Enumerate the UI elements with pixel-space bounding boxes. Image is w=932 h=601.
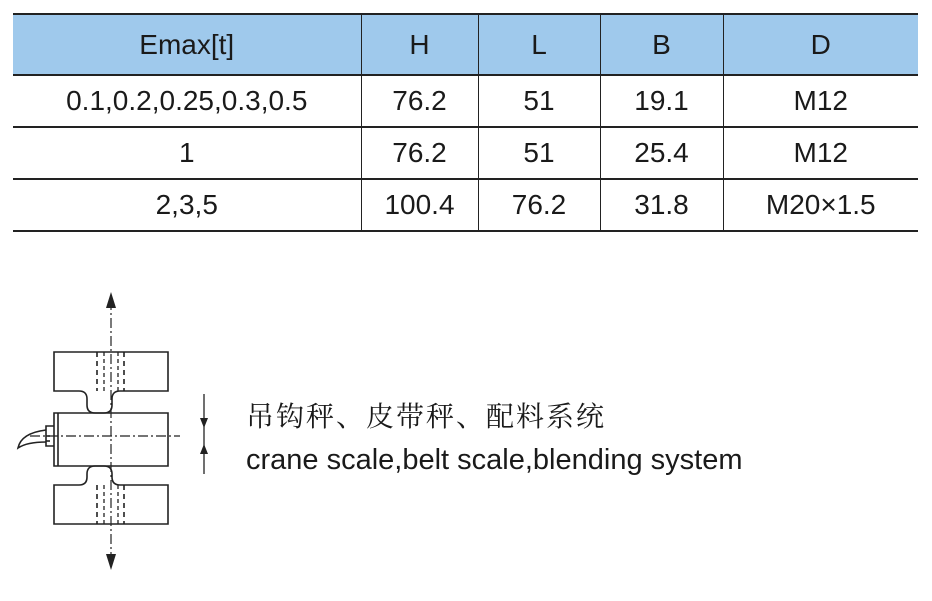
spec-table-header [13, 14, 918, 75]
load-cell-drawing [0, 280, 240, 580]
cell-h: 100.4 [361, 179, 478, 231]
header-row [13, 14, 918, 75]
application-english: crane scale,belt scale,blending system [246, 444, 743, 476]
spec-table [13, 13, 918, 232]
dimension-arrow-icon [200, 444, 208, 454]
cell-emax: 0.1,0.2,0.25,0.3,0.5 [13, 75, 361, 127]
header-l: L [478, 14, 600, 75]
cell-h: 76.2 [361, 127, 478, 179]
table-row [13, 127, 918, 179]
cell-l: 76.2 [478, 179, 600, 231]
cell-emax: 1 [13, 127, 361, 179]
application-chinese: 吊钩秤、皮带秤、配料系统 [246, 400, 607, 433]
table-row [13, 179, 918, 231]
cell-d: M20×1.5 [723, 179, 918, 231]
header-h: H [361, 14, 478, 75]
cell-d: M12 [723, 75, 918, 127]
header-b: B [600, 14, 723, 75]
spec-table-body [13, 75, 918, 231]
cable-wire [18, 430, 46, 448]
dimension-arrow-icon [200, 418, 208, 428]
cell-l: 51 [478, 75, 600, 127]
arrow-up-icon [106, 292, 116, 308]
cell-d: M12 [723, 127, 918, 179]
table-row [13, 75, 918, 127]
cell-b: 19.1 [600, 75, 723, 127]
cell-b: 31.8 [600, 179, 723, 231]
cell-emax: 2,3,5 [13, 179, 361, 231]
header-d: D [723, 14, 918, 75]
cell-h: 76.2 [361, 75, 478, 127]
header-emax: Emax[t] [13, 14, 361, 75]
cell-b: 25.4 [600, 127, 723, 179]
arrow-down-icon [106, 554, 116, 570]
cell-l: 51 [478, 127, 600, 179]
